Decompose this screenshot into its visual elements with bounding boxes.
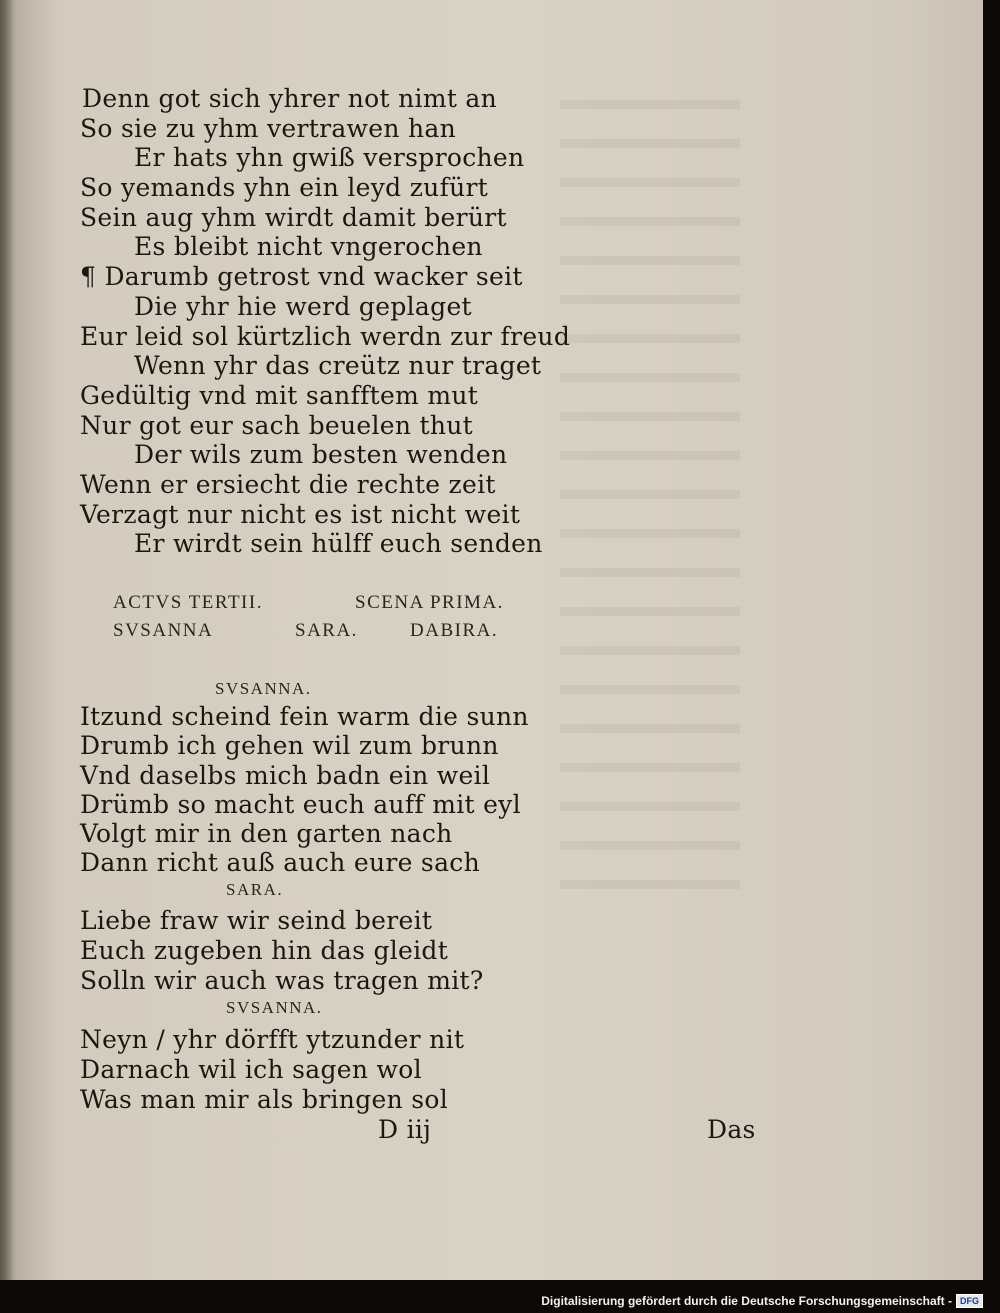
- verse-line: Denn got sich yhrer not nimt an: [82, 84, 498, 113]
- verse-line: Euch zugeben hin das gleidt: [80, 936, 449, 965]
- verse-line: So sie zu yhm vertrawen han: [80, 114, 457, 143]
- verse-line: Er hats yhn gwiß versprochen: [134, 143, 525, 172]
- speaker-label: SVSANNA.: [215, 679, 312, 698]
- verse-line: Die yhr hie werd geplaget: [134, 292, 472, 321]
- verse-line: Drumb ich gehen wil zum brunn: [80, 731, 499, 760]
- verse-line: Dann richt auß auch eure sach: [80, 848, 480, 877]
- verse-line: Wenn er ersiecht die rechte zeit: [80, 470, 496, 499]
- verse-line: Wenn yhr das creütz nur traget: [134, 351, 542, 380]
- catchword: Das: [707, 1115, 756, 1144]
- verse-line: Was man mir als bringen sol: [80, 1085, 449, 1114]
- character-name: SVSANNA: [113, 620, 214, 641]
- signature-mark: D iij: [378, 1115, 432, 1144]
- scene-heading: SCENA PRIMA.: [355, 592, 504, 613]
- spine-shadow: [0, 0, 14, 1280]
- character-name: DABIRA.: [410, 620, 499, 641]
- digitization-footer: [541, 1294, 983, 1308]
- verse-line: Liebe fraw wir seind bereit: [80, 906, 433, 935]
- verse-line: Eur leid sol kürtzlich werdn zur freud: [80, 322, 571, 351]
- verse-line: Drümb so macht euch auff mit eyl: [80, 790, 521, 819]
- verse-line: Darnach wil ich sagen wol: [80, 1055, 422, 1084]
- verse-line: ¶ Darumb getrost vnd wacker seit: [80, 262, 523, 291]
- verse-line: Verzagt nur nicht es ist nicht weit: [80, 500, 521, 529]
- verse-line: Itzund scheind fein warm die sunn: [80, 702, 529, 731]
- verse-line: So yemands yhn ein leyd zufürt: [80, 173, 489, 202]
- verse-line: Sein aug yhm wirdt damit berürt: [80, 203, 507, 232]
- dfg-logo-icon: DFG: [956, 1294, 983, 1308]
- verse-line: Volgt mir in den garten nach: [80, 819, 453, 848]
- verse-line: Neyn / yhr dörfft ytzunder nit: [80, 1025, 465, 1054]
- verse-line: Solln wir auch was tragen mit?: [80, 966, 484, 995]
- footer-text: Digitalisierung gefördert durch die Deutsche Forschungsgemeinschaft -: [541, 1294, 952, 1308]
- character-name: SARA.: [295, 620, 358, 641]
- verse-line: Gedültig vnd mit sanfftem mut: [80, 381, 479, 410]
- verse-line: Nur got eur sach beuelen thut: [80, 411, 474, 440]
- speaker-label: SVSANNA.: [226, 998, 323, 1017]
- verse-line: Der wils zum besten wenden: [134, 440, 508, 469]
- verse-line: Es bleibt nicht vngerochen: [134, 232, 483, 261]
- act-heading: ACTVS TERTII.: [113, 592, 263, 613]
- verse-line: Er wirdt sein hülff euch senden: [134, 529, 543, 558]
- verse-line: Vnd daselbs mich badn ein weil: [80, 761, 491, 790]
- speaker-label: SARA.: [226, 880, 284, 899]
- show-through-bleed: [560, 70, 800, 730]
